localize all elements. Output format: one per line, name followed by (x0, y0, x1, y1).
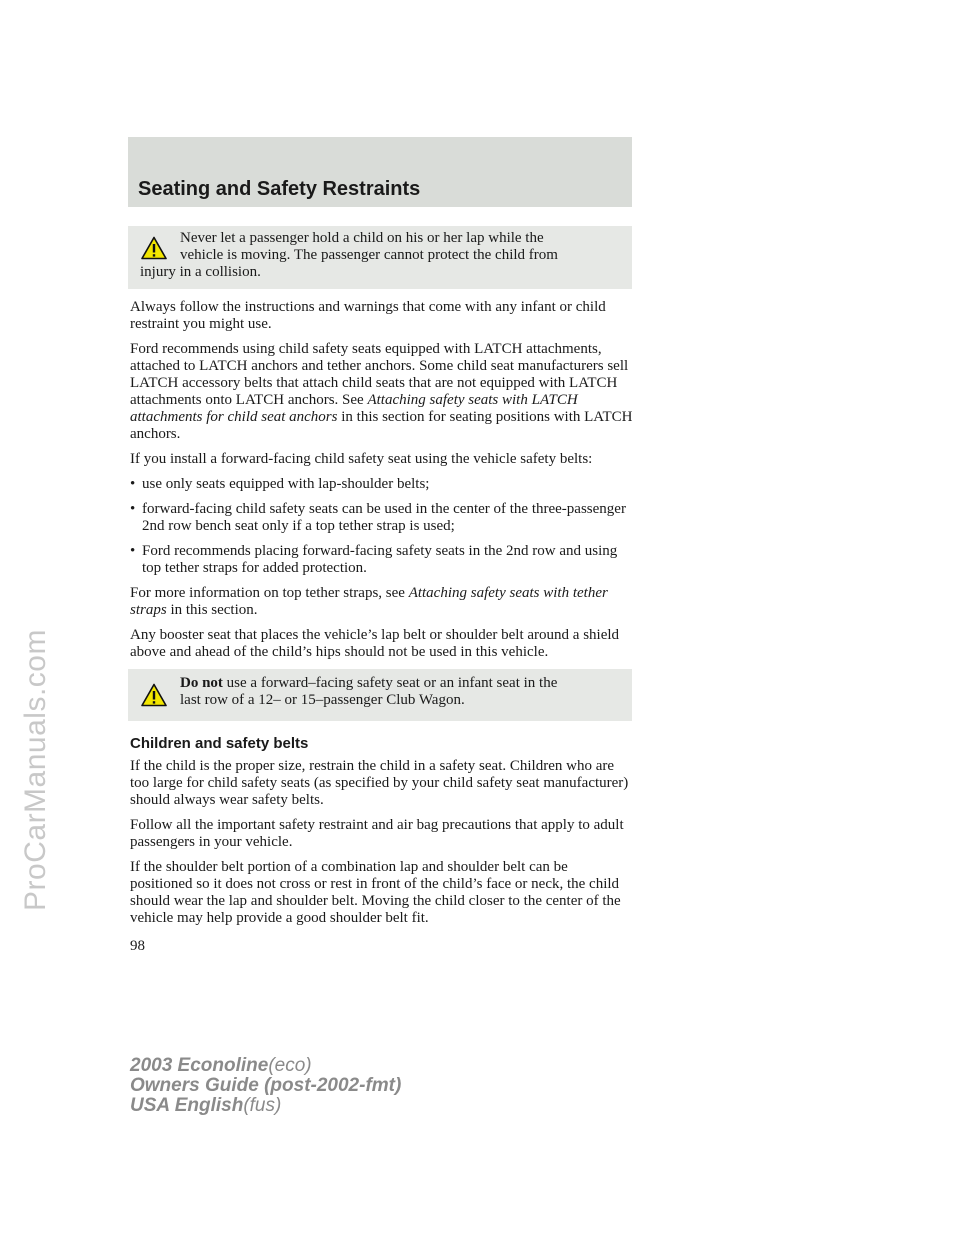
tether-reference: Attaching safety seats with tether straps (130, 585, 608, 618)
warning-line-3: injury in a collision. (140, 264, 261, 280)
list-item (130, 501, 634, 535)
warning-triangle-icon (141, 236, 167, 260)
warning-line-2: last row of a 12– or 15–passenger Club Wagon. (180, 692, 465, 708)
latch-text-a: Ford recommends using child safety seats equipped with LATCH attachments, attached to LATCH anchors and tether anchors. Some child seat manufacturers sell LATCH accessory belts that attach child seats that are not equipped with LATCH attachments onto LATCH anchors. See (130, 341, 629, 408)
bullet-glyph: • (130, 543, 136, 559)
warning-text: use a forward–facing safety seat or an infant seat in the (226, 675, 558, 691)
footer-guide: Owners Guide (post-2002-fmt) (130, 1075, 402, 1096)
section-title: Seating and Safety Restraints (138, 178, 421, 200)
paragraph-latch (130, 341, 634, 443)
warning-line-1: Never let a passenger hold a child on his or her lap while the (180, 230, 544, 246)
warning-triangle-icon (141, 683, 167, 707)
paragraph-booster: Any booster seat that places the vehicle’s lap belt or shoulder belt around a shield above and ahead of the child’s hips should not be used in this vehicle. (130, 627, 620, 660)
paragraph-forward-facing: If you install a forward-facing child safety seat using the vehicle safety belts: (130, 451, 593, 467)
footer-line-2 (130, 1076, 401, 1096)
list-item (130, 543, 634, 577)
bullet-text: use only seats equipped with lap-shoulder belts; (142, 476, 430, 492)
page-number: 98 (130, 938, 145, 954)
paragraph-precautions: Follow all the important safety restraint and air bag precautions that apply to adult passengers in your vehicle. (130, 817, 624, 850)
warning-box (128, 669, 632, 721)
page-body (130, 226, 634, 935)
latch-reference: Attaching safety seats with LATCH attachments for child seat anchors (130, 392, 578, 425)
paragraph-proper-size: If the child is the proper size, restrain the child in a safety seat. Children who are too large for child safety seats (as specified by your child safety seat manufacturer) should always wear safety belts. (130, 758, 629, 808)
section-header (128, 137, 632, 207)
paragraph-shoulder-belt: If the shoulder belt portion of a combination lap and shoulder belt can be positioned so it does not cross or rest in front of the child’s face or neck, the child should wear the lap and shoulder belt. Moving the child closer to the center of the vehicle may help provide a good shoulder belt fit. (130, 859, 621, 926)
paragraph-tether (130, 585, 634, 619)
list-item (130, 476, 634, 493)
document-footer (130, 1056, 401, 1116)
footer-language-code: (fus) (243, 1095, 282, 1116)
tether-text-a: For more information on top tether straps, see (130, 585, 405, 601)
footer-language: USA English (130, 1095, 244, 1116)
footer-model-code: (eco) (268, 1055, 312, 1076)
latch-text-b: in this section for seating positions with LATCH anchors. (130, 409, 633, 442)
paragraph-instructions: Always follow the instructions and warnings that come with any infant or child restraint you might use. (130, 299, 606, 332)
watermark-text: ProCarManuals.com (19, 629, 52, 911)
bullet-glyph: • (130, 501, 136, 517)
bullet-glyph: • (130, 476, 136, 492)
bullet-text: Ford recommends placing forward-facing safety seats in the 2nd row and using top tether straps for added protection. (142, 543, 618, 576)
footer-model: 2003 Econoline (130, 1055, 269, 1076)
footer-line-1 (130, 1056, 401, 1076)
warning-emphasis: Do not (180, 675, 223, 691)
warning-box (128, 226, 632, 289)
warning-line-1 (140, 675, 622, 692)
watermark (6, 540, 66, 1000)
tether-text-b: in this section. (170, 602, 258, 618)
bullet-text: forward-facing child safety seats can be used in the center of the three-passenger 2nd row bench seat only if a top tether strap is used; (142, 501, 626, 534)
warning-line-2: vehicle is moving. The passenger cannot protect the child from (180, 247, 558, 263)
subsection-heading: Children and safety belts (130, 735, 309, 752)
footer-line-3 (130, 1096, 401, 1116)
